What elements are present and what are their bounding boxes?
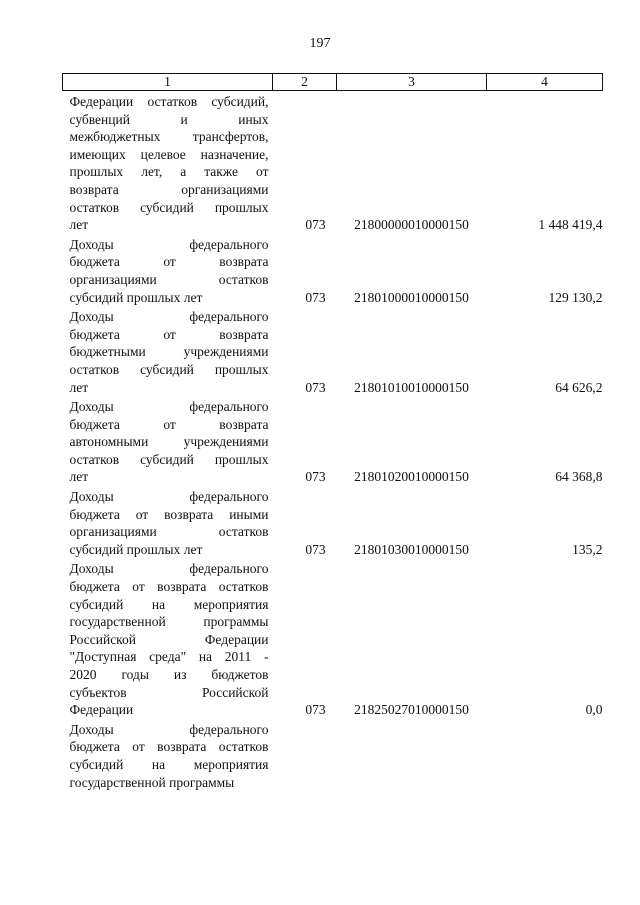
revenue-name-line: имеющих целевое назначение, <box>69 146 269 162</box>
admin-code-cell: 073 <box>305 469 326 485</box>
amount-cell: 129 130,2 <box>548 289 603 305</box>
budget-code-cell: 21801000010000150 <box>354 289 469 305</box>
revenue-name-line: Доходы федерального <box>69 399 269 415</box>
revenue-name-cell <box>63 719 273 791</box>
revenue-name-line: "Доступная среда" на 2011 - <box>69 649 269 665</box>
revenue-name-line: Доходы федерального <box>69 489 269 505</box>
amount-cell: 64 626,2 <box>555 379 603 395</box>
revenue-name-line: бюджетными учреждениями <box>69 344 269 360</box>
revenue-name-line: 2020 годы из бюджетов <box>69 667 269 682</box>
revenue-name-cell <box>63 558 273 718</box>
revenue-name-line: Доходы федерального <box>69 236 269 252</box>
revenue-name-line: Российской Федерации <box>69 631 269 647</box>
revenue-name-line: государственной программы <box>69 614 269 630</box>
admin-code-cell <box>273 719 337 791</box>
column-header-4: 4 <box>487 74 603 91</box>
admin-code-cell: 073 <box>305 379 326 395</box>
amount-cell <box>487 719 603 791</box>
table-body <box>63 91 603 792</box>
revenue-name-line: организациями остатков <box>69 271 269 287</box>
revenue-name-line: прошлых лет, а также от <box>69 164 269 180</box>
revenue-name-line: Федерации остатков субсидий, <box>69 94 269 109</box>
budget-code-cell: 21825027010000150 <box>354 702 469 718</box>
revenue-name-cell <box>63 91 273 234</box>
amount-cell: 64 368,8 <box>555 469 603 485</box>
revenue-name-cell <box>63 486 273 558</box>
revenue-name-line: субсидий на мероприятия <box>69 596 269 612</box>
revenue-name-line: остатков субсидий прошлых <box>69 361 269 377</box>
column-header-2: 2 <box>273 74 337 91</box>
revenue-name-line: бюджета от возврата <box>69 254 269 270</box>
admin-code-cell: 073 <box>305 541 326 557</box>
revenue-name-line: субвенций и иных <box>69 111 269 127</box>
table-row <box>63 91 603 234</box>
revenue-name-line: бюджета от возврата остатков <box>69 579 269 595</box>
revenue-name-line: возврата организациями <box>69 181 269 197</box>
admin-code-cell: 073 <box>305 289 326 305</box>
revenue-name-line: бюджета от возврата <box>69 326 269 342</box>
table-row <box>63 306 603 396</box>
table-row <box>63 486 603 558</box>
budget-code-cell: 21801020010000150 <box>354 469 469 485</box>
table-row <box>63 396 603 486</box>
revenue-name-line: бюджета от возврата иными <box>69 506 269 522</box>
revenue-name-line: остатков субсидий прошлых <box>69 451 269 467</box>
revenue-name-line: субсидий прошлых лет <box>69 541 203 557</box>
revenue-name-line: остатков субсидий прошлых <box>69 199 269 215</box>
revenue-name-line: организациями остатков <box>69 524 269 540</box>
revenue-name-line: субъектов Российской <box>69 684 269 700</box>
table-row <box>63 719 603 791</box>
column-header-1: 1 <box>63 74 273 91</box>
header-row <box>63 74 603 91</box>
budget-code-cell: 21801030010000150 <box>354 541 469 557</box>
revenue-name-line: лет <box>69 469 89 485</box>
amount-cell: 135,2 <box>572 541 603 557</box>
revenue-name-line: Доходы федерального <box>69 309 269 325</box>
revenue-name-line: Доходы федерального <box>69 721 269 737</box>
budget-code-cell <box>337 719 487 791</box>
revenue-name-line: Доходы федерального <box>69 561 269 577</box>
revenue-name-line: Федерации <box>69 702 134 718</box>
column-header-3: 3 <box>337 74 487 91</box>
page-number: 197 <box>309 36 331 51</box>
budget-code-cell: 21800000010000150 <box>354 217 469 233</box>
revenue-name-cell <box>63 396 273 486</box>
table-row <box>63 234 603 306</box>
revenue-name-cell <box>63 306 273 396</box>
revenue-name-line: лет <box>69 217 89 233</box>
table-row <box>63 558 603 718</box>
revenue-name-line: субсидий прошлых лет <box>69 289 203 305</box>
revenue-name-line: лет <box>69 379 89 395</box>
revenue-name-line: бюджета от возврата остатков <box>69 739 269 755</box>
revenue-name-line: субсидий на мероприятия <box>69 756 269 772</box>
amount-cell: 0,0 <box>585 702 603 718</box>
table-header <box>63 74 603 91</box>
budget-table <box>62 73 603 791</box>
revenue-name-line: государственной программы <box>69 774 235 790</box>
budget-code-cell: 21801010010000150 <box>354 379 469 395</box>
revenue-name-line: бюджета от возврата <box>69 416 269 432</box>
admin-code-cell: 073 <box>305 702 326 718</box>
amount-cell: 1 448 419,4 <box>538 217 603 233</box>
revenue-name-cell <box>63 234 273 306</box>
revenue-name-line: автономными учреждениями <box>69 434 269 450</box>
admin-code-cell: 073 <box>305 217 326 233</box>
revenue-name-line: межбюджетных трансфертов, <box>69 129 269 145</box>
